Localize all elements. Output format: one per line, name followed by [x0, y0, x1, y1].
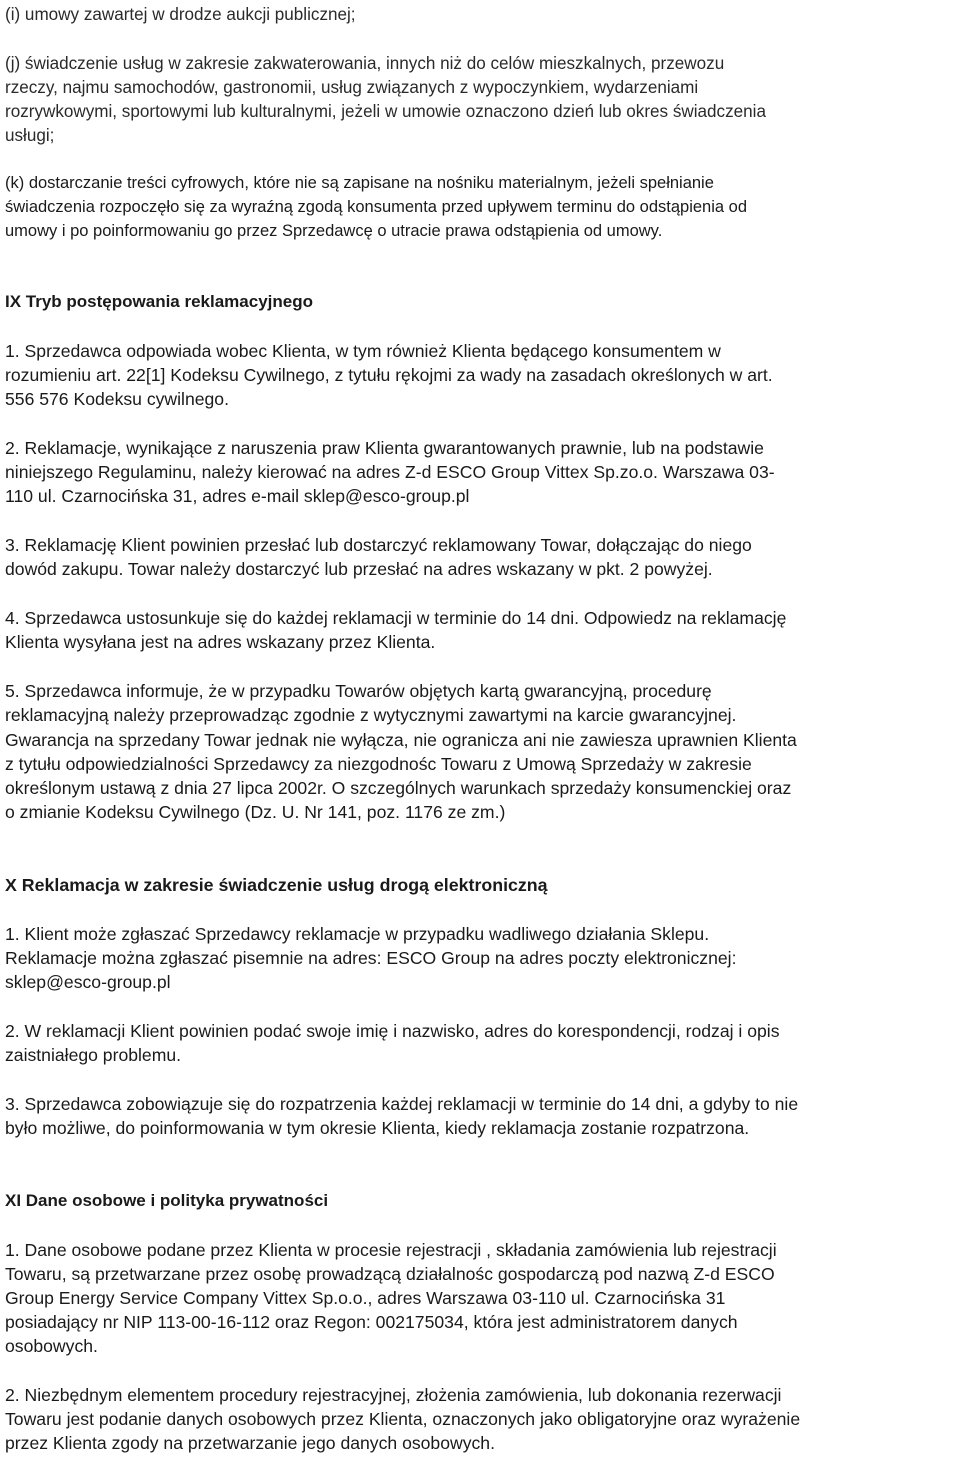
text-line: 2. Reklamacje, wynikające z naruszenia praw Klienta gwarantowanych prawnie, lub na podstawie	[5, 438, 764, 458]
text-line: Group Energy Service Company Vittex Sp.o.o., adres Warszawa 03-110 ul. Czarnocińska 31	[5, 1288, 726, 1308]
text-line: usługi;	[5, 126, 55, 145]
text-line: (j) świadczenie usług w zakresie zakwaterowania, innych niż do celów mieszkalnych, przewozu	[5, 54, 725, 73]
text-line: Reklamacje można zgłaszać pisemnie na adres: ESCO Group na adres poczty elektronicznej:	[5, 948, 737, 968]
text-line: reklamacyjną należy przeprowadząc zgodnie z wytycznymi zawartymi na karcie gwarancyjnej.	[5, 705, 737, 725]
text-line: 1. Dane osobowe podane przez Klienta w procesie rejestracji , składania zamówienia lub rejestracji	[5, 1240, 777, 1260]
text-line: rzeczy, najmu samochodów, gastronomii, usług związanych z wypoczynkiem, wydarzeniami	[5, 78, 699, 97]
text-line: 2. Niezbędnym elementem procedury rejestracyjnej, złożenia zamówienia, lub dokonania rezerwacji	[5, 1385, 782, 1405]
text-line: 5. Sprzedawca informuje, że w przypadku Towarów objętych kartą gwarancyjną, procedurę	[5, 681, 712, 701]
section-heading: XI Dane osobowe i polityka prywatności	[5, 1191, 329, 1210]
text-line: osobowych.	[5, 1336, 98, 1356]
text-line: 110 ul. Czarnocińska 31, adres e-mail sklep@esco-group.pl	[5, 486, 470, 506]
text-line: Gwarancja na sprzedany Towar jednak nie wyłącza, nie ogranicza ani nie zawiesza uprawnien Klienta	[5, 730, 797, 750]
text-line: z tytułu odpowiedzialności Sprzedawcy za niezgodnośc Towaru z Umową Sprzedaży w zakresie	[5, 754, 752, 774]
section-heading: IX Tryb postępowania reklamacyjnego	[5, 292, 313, 311]
text-line: świadczenia rozpoczęło się za wyraźną zgodą konsumenta przed upływem terminu do odstąpienia od	[5, 198, 747, 216]
text-line: rozumieniu art. 22[1] Kodeksu Cywilnego, z tytułu rękojmi za wady na zasadach określonych w art.	[5, 365, 773, 385]
text-line: o zmianie Kodeksu Cywilnego (Dz. U. Nr 141, poz. 1176 ze zm.)	[5, 802, 506, 822]
text-line: 2. W reklamacji Klient powinien podać swoje imię i nazwisko, adres do korespondencji, rodzaj i opis	[5, 1021, 780, 1041]
text-line: rozrywkowymi, sportowymi lub kulturalnymi, jeżeli w umowie oznaczono dzień lub okres świadczenia	[5, 102, 766, 121]
text-line: sklep@esco-group.pl	[5, 972, 171, 992]
text-line: umowy i po poinformowaniu go przez Sprzedawcę o utracie prawa odstąpienia od umowy.	[5, 222, 663, 240]
text-line: 4. Sprzedawca ustosunkuje się do każdej reklamacji w terminie do 14 dni. Odpowiedz na reklamację	[5, 608, 787, 628]
text-line: Towaru jest podanie danych osobowych przez Klienta, oznaczonych jako obligatoryjne oraz wyrażenie	[5, 1409, 801, 1429]
text-line: 1. Klient może zgłaszać Sprzedawcy reklamacje w przypadku wadliwego działania Sklepu.	[5, 924, 710, 944]
text-line: Towaru, są przetwarzane przez osobę prowadzącą działalnośc gospodarczą pod nazwą Z-d ESCO	[5, 1264, 775, 1284]
text-line: 1. Sprzedawca odpowiada wobec Klienta, w tym również Klienta będącego konsumentem w	[5, 341, 721, 361]
text-line: (i) umowy zawartej w drodze aukcji publicznej;	[5, 5, 356, 24]
text-line: dowód zakupu. Towar należy dostarczyć lub przesłać na adres wskazany w pkt. 2 powyżej.	[5, 559, 713, 579]
text-line: 556 576 Kodeksu cywilnego.	[5, 389, 229, 409]
text-line: (k) dostarczanie treści cyfrowych, które nie są zapisane na nośniku materialnym, jeżeli spełnianie	[5, 174, 714, 192]
text-line: przez Klienta zgody na przetwarzanie jego danych osobowych.	[5, 1433, 495, 1453]
text-line: było możliwe, do poinformowania w tym okresie Klienta, kiedy reklamacja zostanie rozpatrzona.	[5, 1118, 750, 1138]
text-line: 3. Sprzedawca zobowiązuje się do rozpatrzenia każdej reklamacji w terminie do 14 dni, a gdyby to nie	[5, 1094, 799, 1114]
text-line: niniejszego Regulaminu, należy kierować na adres Z-d ESCO Group Vittex Sp.zo.o. Warszawa 03-	[5, 462, 775, 482]
text-line: posiadający nr NIP 113-00-16-112 oraz Regon: 002175034, która jest administratorem danych	[5, 1312, 738, 1332]
text-line: Klienta wysyłana jest na adres wskazany przez Klienta.	[5, 632, 436, 652]
text-line: 3. Reklamację Klient powinien przesłać lub dostarczyć reklamowany Towar, dołączając do niego	[5, 535, 752, 555]
text-line: określonym ustawą z dnia 27 lipca 2002r. O szczególnych warunkach sprzedaży konsumenckiej oraz	[5, 778, 792, 798]
section-heading: X Reklamacja w zakresie świadczenie usług drogą elektroniczną	[5, 875, 548, 895]
text-line: zaistniałego problemu.	[5, 1045, 182, 1065]
